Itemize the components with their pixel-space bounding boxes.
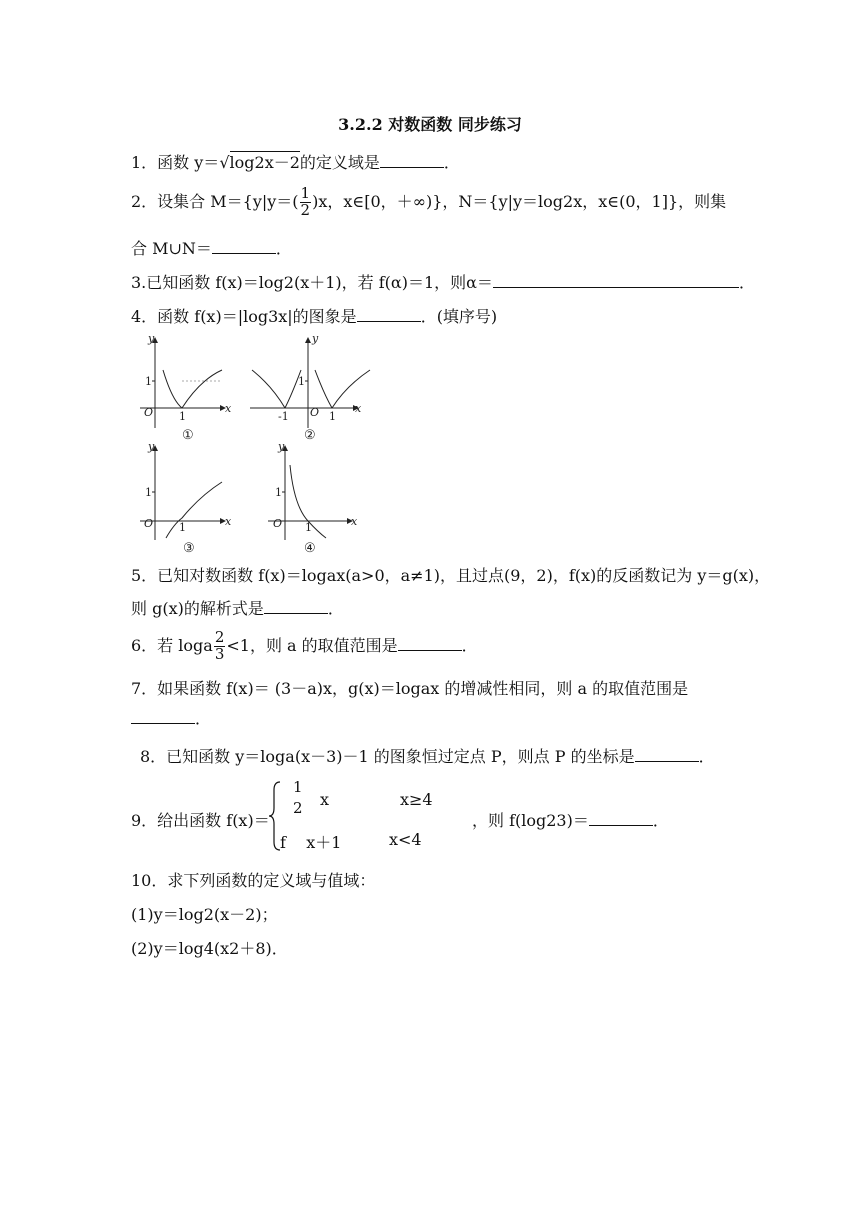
q1-prefix: 1．函数 y＝	[131, 153, 220, 172]
q2-end: ．	[275, 239, 292, 258]
graph-2-x-label: x	[355, 402, 362, 415]
q4-text: 4．函数 f(x)＝|log3x|的图象是	[131, 307, 357, 326]
q6-fraction	[214, 630, 226, 663]
graph-1-label: ①	[182, 428, 194, 443]
graph-3-x-label: x	[225, 515, 232, 528]
graph-2-x-neg-one: -1	[278, 410, 289, 423]
q2-frac-num: 1	[300, 184, 311, 202]
graph-3-y-one: 1	[145, 486, 152, 499]
graph-4-y-one: 1	[275, 486, 282, 499]
graph-2-x-one: 1	[329, 410, 336, 423]
sqrt-symbol: √	[219, 153, 230, 172]
q6-frac-den: 3	[214, 644, 225, 663]
q1-end: ．	[443, 153, 460, 172]
graph-4-x-one: 1	[305, 521, 312, 534]
q9-fraction	[293, 780, 303, 817]
graph-1-y-one: 1	[145, 375, 152, 388]
graph-2-label: ②	[304, 428, 316, 443]
question-7	[131, 676, 688, 699]
q8-text: 8．已知函数 y＝loga(x－3)－1 的图象恒过定点 P，则点 P 的坐标是	[140, 747, 635, 766]
answer-blank-5[interactable]	[264, 601, 328, 614]
graph-1-x-label: x	[225, 402, 232, 415]
graph-1-y-label: y	[148, 332, 155, 345]
question-8	[140, 744, 715, 767]
q2-text-b: )x，x∈[0，＋∞)}，N＝{y|y＝log2x，x∈(0，1]}，则集	[312, 191, 727, 211]
question-3	[131, 270, 755, 293]
answer-blank-3[interactable]	[493, 275, 739, 288]
question-1	[131, 150, 460, 173]
q2-text-a: 2．设集合 M＝{y|y＝(	[131, 191, 299, 211]
q1-suffix: 的定义域是	[299, 153, 380, 172]
q9-case2-expr: f x＋1	[280, 833, 342, 852]
graph-4-y-label: y	[278, 440, 285, 453]
q2-fraction	[300, 186, 312, 219]
question-2-line-2	[131, 236, 292, 259]
q9-case1-expr: x	[320, 790, 330, 809]
q3-end: ．	[738, 273, 755, 292]
q5-end: ．	[327, 599, 344, 618]
answer-blank-8[interactable]	[635, 749, 699, 762]
q7-end: ．	[195, 709, 212, 728]
q5-line1: 5．已知对数函数 f(x)＝logax(a>0，a≠1)，且过点(9，2)，f(x)的反函数记为 y＝g(x)，	[131, 566, 771, 585]
question-4	[131, 304, 497, 327]
question-10-part-1: (1)y＝log2(x－2)；	[131, 905, 278, 924]
q5-line2: 则 g(x)的解析式是	[131, 599, 264, 618]
graph-4-x-label: x	[351, 515, 358, 528]
q9-frac-den: 2	[293, 798, 303, 817]
question-9	[131, 808, 270, 831]
graph-4-origin: O	[273, 517, 283, 530]
q9-prefix: 9．给出函数 f(x)＝	[131, 811, 270, 830]
q6-suffix: <1，则 a 的取值范围是	[226, 635, 398, 655]
q8-end: ．	[698, 747, 715, 766]
graph-2-y-label: y	[312, 332, 319, 345]
answer-blank-1[interactable]	[380, 155, 444, 168]
graph-1-origin: O	[144, 406, 154, 419]
graph-3-label: ③	[183, 541, 195, 556]
question-7-line-2	[131, 706, 211, 729]
page-title: 3.2.2 对数函数 同步练习	[338, 115, 522, 134]
graph-3-x-one: 1	[179, 521, 186, 534]
question-6	[131, 630, 478, 663]
graph-options	[130, 328, 390, 556]
q9-end: ．	[652, 811, 669, 830]
q3-text: 3.已知函数 f(x)＝log2(x＋1)，若 f(α)＝1，则α＝	[131, 273, 493, 292]
answer-blank-7[interactable]	[131, 711, 195, 724]
graph-1-x-one: 1	[179, 410, 186, 423]
question-10-part-2: (2)y＝log4(x2＋8)．	[131, 939, 288, 958]
answer-blank-4[interactable]	[357, 309, 421, 322]
question-5	[131, 563, 770, 586]
q9-tail	[472, 808, 669, 831]
graph-3-y-label: y	[148, 440, 155, 453]
graph-2-origin: O	[310, 406, 320, 419]
q9-case2-cond: x<4	[389, 830, 422, 849]
answer-blank-6[interactable]	[398, 638, 462, 651]
q9-frac-num: 1	[293, 778, 303, 796]
graph-2-y-one: 1	[298, 375, 305, 388]
q2-frac-den: 2	[300, 200, 311, 219]
graph-3-origin: O	[144, 517, 154, 530]
question-10: 10．求下列函数的定义域与值域：	[131, 871, 376, 890]
q6-frac-num: 2	[214, 628, 225, 646]
q6-prefix: 6．若 loga	[131, 635, 213, 655]
graph-4-label: ④	[304, 541, 316, 556]
answer-blank-9[interactable]	[589, 813, 653, 826]
question-2	[131, 186, 726, 219]
q9-suffix: ，则 f(log23)＝	[472, 811, 589, 830]
q2-line2: 合 M∪N＝	[131, 239, 212, 258]
q9-case1-cond: x≥4	[400, 790, 433, 809]
question-5-line-2	[131, 596, 344, 619]
q7-line1: 7．如果函数 f(x)＝ (3－a)x，g(x)＝logax 的增减性相同，则 a 的取值范围是	[131, 679, 689, 698]
answer-blank-2[interactable]	[212, 241, 276, 254]
q6-end: ．	[461, 635, 478, 655]
q4-end: ．(填序号)	[420, 307, 498, 326]
q1-radicand: log2x－2	[229, 153, 300, 172]
